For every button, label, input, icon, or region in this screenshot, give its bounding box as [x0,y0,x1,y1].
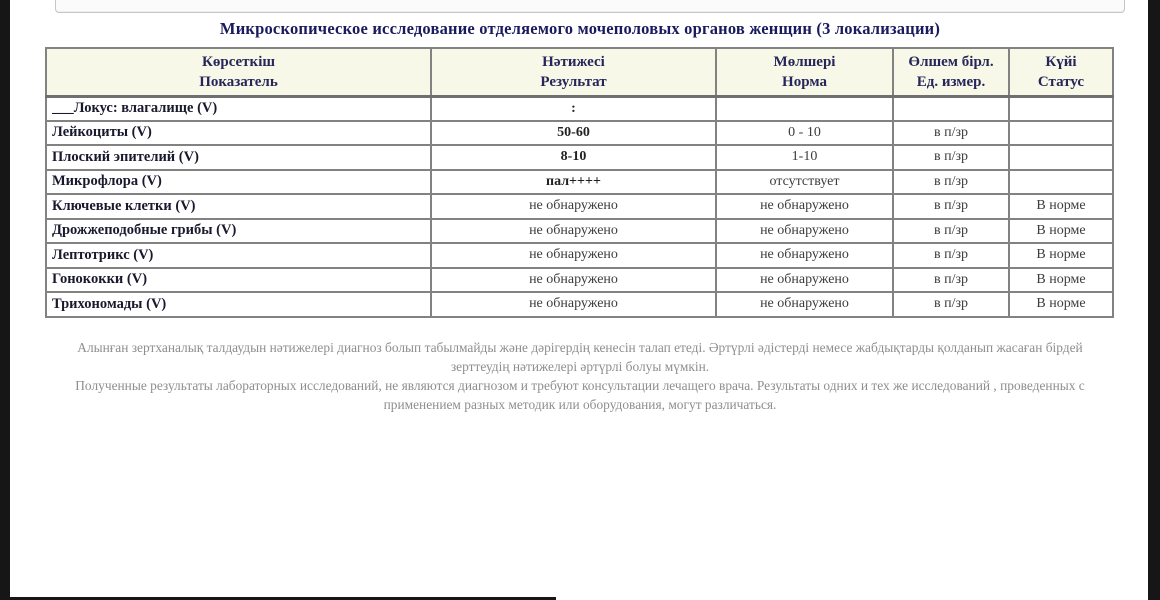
disclaimer-kazakh: Алынған зертханалық талдаудын нәтижелері диагноз болып табылмайды және дәрігердің кенесін талап етеді. Әртүрлі әдістерді немесе жабдықтарды қолданып жасаған бірдей зерттеудің нәтижелері әртүрлі болуы мүмкін. [77,340,1083,374]
indicator-cell: Лептотрикс (V) [46,243,431,268]
report-title: Микроскопическое исследование отделяемого мочеполовых органов женщин (3 локализации) [219,19,941,38]
status-cell [1009,145,1113,170]
status-cell: В норме [1009,243,1113,268]
norm-cell: не обнаружено [716,219,893,244]
norm-cell [716,96,893,121]
indicator-cell: Гонококки (V) [46,268,431,293]
result-cell: не обнаружено [431,292,716,317]
table-header-row [46,48,1113,96]
unit-cell [893,96,1009,121]
disclaimer-block [48,338,1112,414]
header-label-ru: Результат [540,73,607,90]
table-row [46,96,1113,121]
column-header-0 [46,48,431,96]
column-header-1 [431,48,716,96]
header-label-kk: Мөлшері [773,53,836,70]
result-cell: не обнаружено [431,268,716,293]
header-label-ru: Ед. измер. [916,73,986,90]
lab-results-table [45,47,1114,318]
unit-cell: в п/зр [893,194,1009,219]
right-edge-bar [1148,0,1160,600]
table-row [46,170,1113,195]
indicator-cell: Лейкоциты (V) [46,121,431,146]
column-header-4 [1009,48,1113,96]
status-cell: В норме [1009,194,1113,219]
norm-cell: не обнаружено [716,268,893,293]
status-cell [1009,96,1113,121]
table-row [46,121,1113,146]
table-row [46,243,1113,268]
norm-cell: отсутствует [716,170,893,195]
indicator-cell: ___Локус: влагалище (V) [46,96,431,121]
indicator-cell: Трихономады (V) [46,292,431,317]
status-cell [1009,170,1113,195]
norm-cell: не обнаружено [716,194,893,219]
norm-cell: 0 - 10 [716,121,893,146]
column-header-3 [893,48,1009,96]
header-label-kk: Көрсеткіш [201,53,276,70]
norm-cell: не обнаружено [716,243,893,268]
result-cell: не обнаружено [431,243,716,268]
status-cell: В норме [1009,292,1113,317]
table-row [46,194,1113,219]
table-row [46,268,1113,293]
header-label-ru: Показатель [199,73,278,90]
unit-cell: в п/зр [893,292,1009,317]
left-edge-bar [0,0,10,600]
table-row [46,219,1113,244]
status-cell: В норме [1009,268,1113,293]
indicator-cell: Микрофлора (V) [46,170,431,195]
indicator-cell: Дрожжеподобные грибы (V) [46,219,431,244]
result-cell: 8-10 [431,145,716,170]
unit-cell: в п/зр [893,170,1009,195]
norm-cell: не обнаружено [716,292,893,317]
unit-cell: в п/зр [893,268,1009,293]
result-cell: 50-60 [431,121,716,146]
header-label-kk: Нәтижесі [542,53,605,70]
result-cell: пал++++ [431,170,716,195]
result-cell: не обнаружено [431,219,716,244]
indicator-cell: Ключевые клетки (V) [46,194,431,219]
unit-cell: в п/зр [893,121,1009,146]
indicator-cell: Плоский эпителий (V) [46,145,431,170]
unit-cell: в п/зр [893,219,1009,244]
header-label-ru: Статус [1037,73,1085,90]
status-cell [1009,121,1113,146]
header-label-kk: Өлшем бірл. [908,53,994,70]
status-cell: В норме [1009,219,1113,244]
unit-cell: в п/зр [893,243,1009,268]
disclaimer-russian: Полученные результаты лабораторных исследований, не являются диагнозом и требуют консультации лечащего врача. Результаты одних и тех же исследований , проведенных с применением разных методик или оборудования, могут различаться. [75,378,1085,412]
norm-cell: 1-10 [716,145,893,170]
column-header-2 [716,48,893,96]
table-row [46,145,1113,170]
header-label-ru: Норма [782,73,827,90]
previous-section-cutoff-box [55,0,1125,13]
result-cell: : [431,96,716,121]
result-cell: не обнаружено [431,194,716,219]
table-row [46,292,1113,317]
header-label-kk: Күйі [1045,53,1077,70]
unit-cell: в п/зр [893,145,1009,170]
